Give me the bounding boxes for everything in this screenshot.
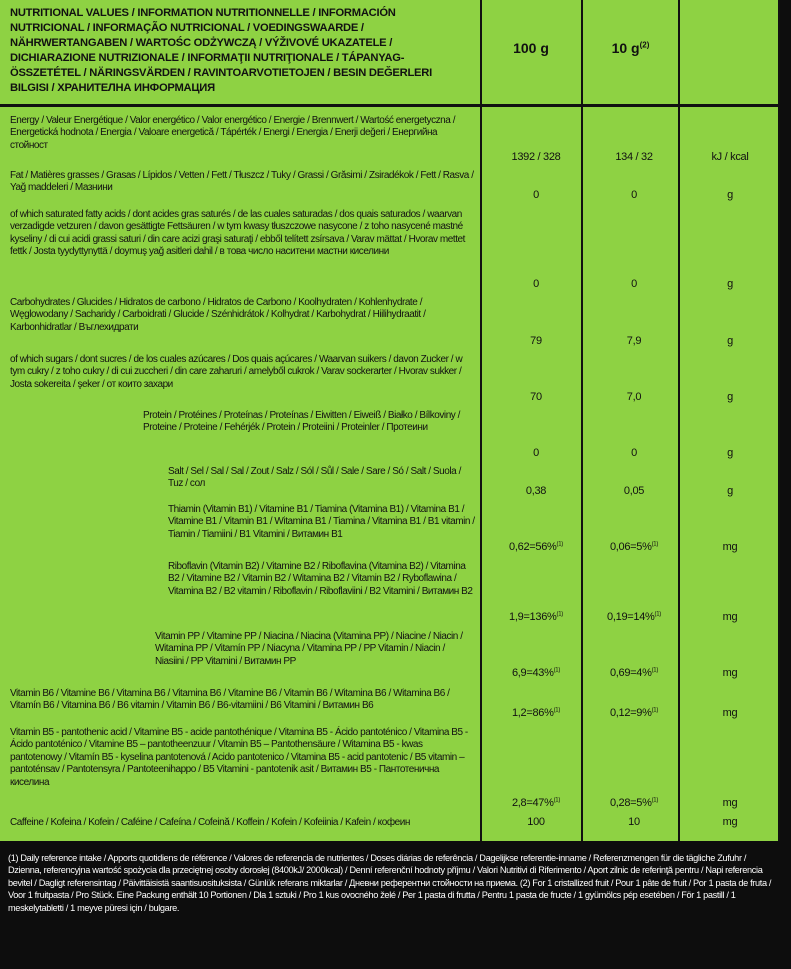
value-100g: 0,62=56%$^{(1)}$ bbox=[509, 541, 563, 553]
value-10g: 7,9 bbox=[626, 335, 642, 347]
row-label: of which sugars / dont sucres / de los cuales azúcares / Dos quais açúcares / Waarvan suikers / davon Zucker / w tym cukry / z toho cukry / di cui zuccheri / din care zaharuri / amelyből cukrok / Varav sockerarter / Hvorav sukker / Josta sokereita / şeker / от които захари bbox=[10, 354, 463, 390]
unit: g bbox=[727, 278, 733, 290]
value-10g: 7,0 bbox=[626, 391, 642, 403]
row-label: Thiamin (Vitamin B1) / Vitamine B1 / Tiamina (Vitamina B1) / Vitamina B1 / Vitamine B1 / Vitamin B1 / Witamina B1 / Tiamina / Vitamina B1 / B1 vitamin / Tiamin / Tiamiini / B1 Vitamini / Витамин В1 bbox=[168, 504, 475, 540]
value-100g: 0 bbox=[533, 189, 539, 201]
value-10g: 0 bbox=[631, 447, 637, 459]
unit: mg bbox=[722, 541, 738, 553]
value-10g: 0,28=5%$^{(1)}$ bbox=[609, 797, 659, 809]
unit: mg bbox=[722, 816, 738, 828]
table-header-title: NUTRITIONAL VALUES / INFORMATION NUTRITIONNELLE / INFORMACIÓN NUTRICIONAL / INFORMAÇÃO NUTRICIONAL / VOEDINGSWAARDE / NÄHRWERTANGABEN / WARTOŚC ODŻYWCZĄ / VÝŽIVOVÉ UKAZATELE / DICHIARAZIONE NUTRIZIONALE / INFORMAŢII NUTRIŢIONALE / TÁPANYAG-ÖSSZETÉTEL / NÄRINGSVÄRDEN / RAVINTOARVOTIETOJEN / BESIN DEĞERLERI BILGISI / ХРАНИТЕЛНА ИНФОРМАЦИЯ bbox=[10, 7, 432, 94]
row-label: of which saturated fatty acids / dont acides gras saturés / de las cuales saturadas / dos quais saturados / waarvan verzadigde vetzuren / davon gesättigte Fettsäuren / w tym kwasy tłuszczowe nasycone / z toho nasycené mastné kyseliny / di cui acidi grassi saturi / din care acizi graşi saturaţi / ebből telített zsírsava / Varav mättat / Hvorav mettet fettk / Josta tyydyttynyttä / doymuş yağ asitleri dahil / в това число наситени мастни киселини bbox=[10, 209, 465, 258]
value-10g: 0 bbox=[631, 189, 637, 201]
value-10g: 0,05 bbox=[623, 485, 645, 497]
value-100g: 6,9=43%$^{(1)}$ bbox=[511, 667, 561, 679]
value-100g: 0 bbox=[533, 447, 539, 459]
column-header-10g: 10 $g^{(2)}$ bbox=[611, 40, 650, 56]
column-header-100g: 100 g bbox=[513, 40, 549, 56]
value-100g: 100 bbox=[527, 816, 545, 828]
column-divider bbox=[480, 0, 482, 841]
unit: mg bbox=[722, 707, 738, 719]
unit: kJ / kcal bbox=[711, 151, 749, 163]
value-100g: 1,9=136%$^{(1)}$ bbox=[509, 611, 563, 623]
unit: g bbox=[727, 485, 733, 497]
unit: mg bbox=[722, 611, 738, 623]
row-label: Vitamin B6 / Vitamine B6 / Vitamina B6 / Vitamina B6 / Vitamine B6 / Vitamin B6 / Witamina B6 / Witamina B6 / Vitamín B6 / Vitamina B6 / B6 vitamin / Vitamin B6 / B6-vitamiini / B6 Vitamini / Витамин В6 bbox=[10, 688, 450, 712]
value-10g: 0,06=5%$^{(1)}$ bbox=[609, 541, 659, 553]
value-100g: 0,38 bbox=[525, 485, 547, 497]
value-100g: 70 bbox=[530, 391, 542, 403]
row-label: Protein / Protéines / Proteínas / Proteínas / Eiwitten / Eiweiß / Białko / Bílkoviny / Proteine / Proteine / Fehérjék / Protein / Proteiini / Proteinler / Протеини bbox=[143, 410, 461, 434]
row-label: Vitamin PP / Vitamine PP / Niacina / Niacina (Vitamina PP) / Niacine / Niacin / Witamina PP / Vitamín PP / Niacyna / Vitamina PP / PP Vitamin / Niacin / Niasiini / PP Vitamini / Витамин РР bbox=[155, 631, 463, 667]
unit: g bbox=[727, 391, 733, 403]
value-100g: 0 bbox=[533, 278, 539, 290]
value-10g: 0,19=14%$^{(1)}$ bbox=[607, 611, 661, 623]
value-10g: 10 bbox=[628, 816, 640, 828]
row-label: Caffeine / Kofeina / Kofein / Caféine / Cafeína / Cofeină / Koffein / Kofein / Kofeiinia / Kafein / кофеин bbox=[10, 817, 410, 828]
value-10g: 134 / 32 bbox=[615, 151, 653, 163]
unit: mg bbox=[722, 797, 738, 809]
row-label: Riboflavin (Vitamin B2) / Vitamine B2 / Riboflavina (Vitamina B2) / Vitamina B2 / Vitamine B2 / Vitamin B2 / Witamina B2 / Vitamin B2 / Ryboflawina / Vitamina B2 / B2 vitamin / Riboflavin / Riboflaviini / B2 Vitamini / Витамин В2 bbox=[168, 561, 473, 597]
value-10g: 0,12=9%$^{(1)}$ bbox=[609, 707, 659, 719]
row-label: Salt / Sel / Sal / Sal / Zout / Salz / Sól / Sůl / Sale / Sare / Só / Salt / Suola / Tuz / сол bbox=[168, 466, 461, 490]
unit: g bbox=[727, 189, 733, 201]
header-divider bbox=[0, 104, 780, 107]
value-100g: 2,8=47%$^{(1)}$ bbox=[511, 797, 561, 809]
unit: mg bbox=[722, 667, 738, 679]
value-100g: 1392 / 328 bbox=[511, 151, 561, 163]
row-label: Energy / Valeur Energétique / Valor energético / Valor energético / Energie / Brennwert / Wartość energetyczna / Energetická hodnota / Energia / Valoare energetică / Tápérték / Energi / Energia / Enerji değeri / Енергийна стойност bbox=[10, 115, 456, 151]
value-10g: 0,69=4%$^{(1)}$ bbox=[609, 667, 659, 679]
value-10g: 0 bbox=[631, 278, 637, 290]
unit: g bbox=[727, 335, 733, 347]
row-label: Fat / Matières grasses / Grasas / Lípidos / Vetten / Fett / Tłuszcz / Tuky / Grassi / Grăsimi / Zsiradékok / Fett / Rasva / Yağ maddeleri / Мазнини bbox=[10, 170, 474, 194]
row-label: Vitamin B5 - pantothenic acid / Vitamine B5 - acide pantothénique / Vitamina B5 - Ácido pantoténico / Vitamina B5 - Ácido pantoténico / Vitamine B5 – pantotheenzuur / Vitamin B5 – Pantothensäure / Witamina B5 - kwas pantotenowy / Vitamín B5 - kyselina pantotenová / Acido pantotenico / Vitamina B5 - acid pantotenic / B5 vitamin – pantoténsav / Pantotensyra / Pantoteenihappo / B5 Vitamini - pantotenik asit / Витамин В5 - Пантотенична киселина bbox=[10, 727, 468, 788]
unit: g bbox=[727, 447, 733, 459]
row-label: Carbohydrates / Glucides / Hidratos de carbono / Hidratos de Carbono / Koolhydraten / Kohlenhydrate / Węglowodany / Sacharidy / Carboidrati / Glucide / Szénhidrátok / Kolhydrat / Karbohydrat / Hiilihydraatit / Karbonhidratlar / Въглехидрати bbox=[10, 297, 426, 333]
footnotes: (1) Daily reference intake / Apports quotidiens de référence / Valores de referencia de nutrientes / Doses diárias de referência / Dagelijkse referentie-inname / Referenzmengen für die tägliche Zufuhr / Dzienna, referencyjna wartość spożycia dla przeciętnej osoby dorosłej (8400kJ/ 2000kcal) / Denní referenční hodnoty příjmu / Valori Nutritivi di Riferimento / Aport zilnic de referinţă pentru / Napi referencia bevitel / Dagligt referensintag / Päivittäisistä saantisuosituksista / Günlük referans miktarlar / Дневни референтни стойности на приема. (2) For 1 cristallized fruit / Pour 1 pâte de fruit / Por 1 pasta de fruta / Voor 1 fruitpasta / Pro Stück. Eine Packung enthält 10 Portionen / Dla 1 sztuki / Pro 1 kus ovocného želé / Per 1 pasta di frutta / Pentru 1 pasta de fructe / 1 gyümölcs pép esetében / För 1 pastill / 1 meskelytabletti / 1 meyve püresi için / bulgare. bbox=[8, 853, 772, 913]
value-100g: 1,2=86%$^{(1)}$ bbox=[511, 707, 561, 719]
value-100g: 79 bbox=[530, 335, 542, 347]
